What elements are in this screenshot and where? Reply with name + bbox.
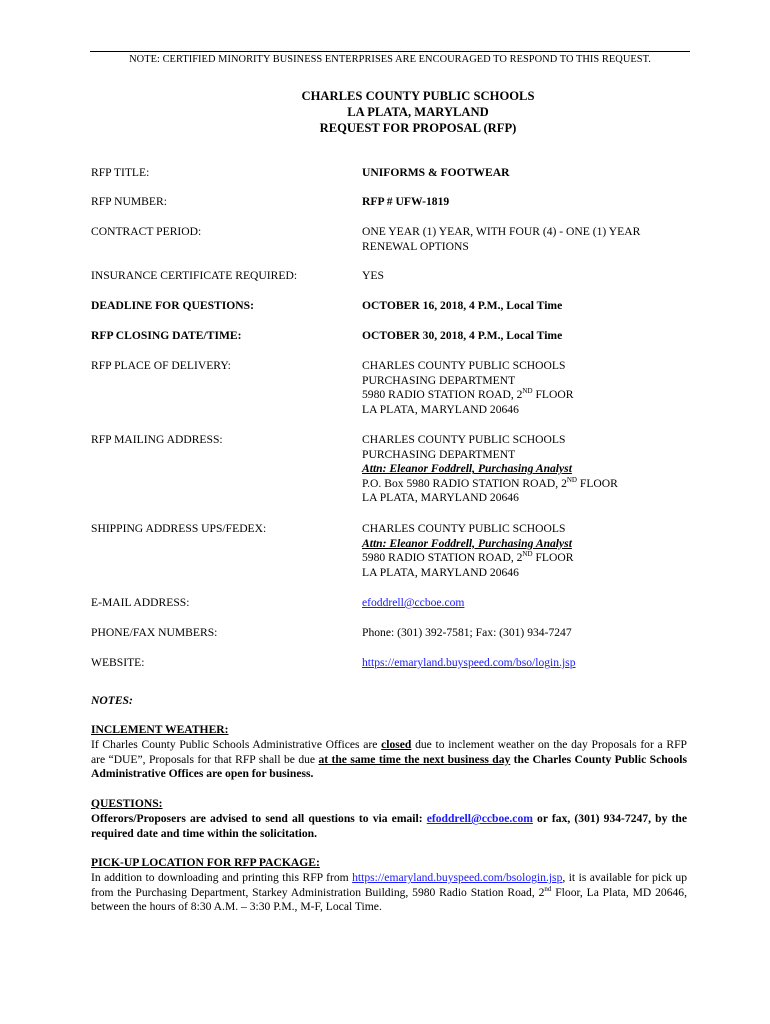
mailing-floor-suffix: ND (566, 475, 577, 484)
phone-label: PHONE/FAX NUMBERS: (91, 626, 218, 639)
weather-heading: INCLEMENT WEATHER: (91, 723, 229, 736)
header-line-1: CHARLES COUNTY PUBLIC SCHOOLS (301, 89, 535, 103)
header-line-2: LA PLATA, MARYLAND (347, 105, 489, 119)
questions-heading: QUESTIONS: (91, 797, 163, 810)
mailing-line-5: LA PLATA, MARYLAND 20646 (362, 491, 519, 505)
email-link[interactable]: efoddrell@ccboe.com (362, 596, 465, 609)
delivery-floor: FLOOR (532, 388, 574, 402)
shipping-address (362, 522, 573, 580)
contract-period-line-2: RENEWAL OPTIONS (362, 239, 469, 253)
shipping-line-1: CHARLES COUNTY PUBLIC SCHOOLS (362, 522, 566, 535)
shipping-label: SHIPPING ADDRESS UPS/FEDEX: (91, 522, 267, 535)
mailing-line-1: CHARLES COUNTY PUBLIC SCHOOLS (362, 433, 566, 446)
shipping-street: 5980 RADIO STATION ROAD, 2 (362, 551, 523, 565)
website-label: WEBSITE: (91, 656, 145, 669)
weather-closed: closed (381, 738, 412, 751)
shipping-line-3 (362, 551, 573, 566)
deadline-label: DEADLINE FOR QUESTIONS: (91, 299, 254, 312)
rfp-number-label: RFP NUMBER: (91, 195, 167, 208)
weather-same-time: at the same time the next business day (318, 752, 511, 766)
mailing-street: P.O. Box 5980 RADIO STATION ROAD, 2 (362, 476, 567, 490)
mailing-attn: Attn: Eleanor Foddrell, Purchasing Analyst (362, 462, 572, 476)
delivery-label: RFP PLACE OF DELIVERY: (91, 359, 231, 372)
delivery-floor-suffix: ND (522, 387, 533, 396)
mailing-line-2: PURCHASING DEPARTMENT (362, 447, 516, 461)
delivery-line-4: LA PLATA, MARYLAND 20646 (362, 402, 519, 416)
rfp-number-value: RFP # UFW-1819 (362, 195, 450, 208)
questions-paragraph (91, 812, 687, 841)
phone-value: Phone: (301) 392-7581; Fax: (301) 934-7247 (362, 626, 572, 639)
pickup-heading: PICK-UP LOCATION FOR RFP PACKAGE: (91, 856, 320, 869)
minority-business-note: NOTE: CERTIFIED MINORITY BUSINESS ENTERPRISES ARE ENCOURAGED TO RESPOND TO THIS REQUEST. (90, 51, 690, 66)
rfp-title-label: RFP TITLE: (91, 166, 150, 179)
pickup-text-1: In addition to downloading and printing this RFP from (91, 871, 353, 884)
mailing-line-4 (362, 477, 618, 492)
delivery-street: 5980 RADIO STATION ROAD, 2 (362, 388, 523, 402)
closing-label: RFP CLOSING DATE/TIME: (91, 329, 242, 342)
shipping-attn: Attn: Eleanor Foddrell, Purchasing Analyst (362, 536, 572, 550)
notes-heading: NOTES: (91, 694, 133, 707)
delivery-line-1: CHARLES COUNTY PUBLIC SCHOOLS (362, 359, 566, 372)
delivery-line-2: PURCHASING DEPARTMENT (362, 373, 516, 387)
contract-period-label: CONTRACT PERIOD: (91, 225, 202, 238)
questions-text-1: Offerors/Proposers are advised to send all questions to via email: (91, 812, 427, 825)
contract-period-line-1: ONE YEAR (1) YEAR, WITH FOUR (4) - ONE (1) YEAR (362, 225, 641, 238)
pickup-text-2: , it is available for pick up from the Purchasing Department, Starkey Administration Building, 5980 Radio Station Road, 2 (91, 871, 687, 899)
weather-text-2: due to inclement weather on the day Proposals for a RFP are “DUE”, Proposals for that RFP shall be due (91, 738, 687, 766)
questions-text-2: or fax, (301) 934-7247, by the required date and time within the solicitation. (91, 812, 687, 840)
insurance-value: YES (362, 269, 384, 282)
questions-email-link[interactable]: efoddrell@ccboe.com (426, 812, 533, 825)
shipping-floor-suffix: ND (522, 550, 533, 559)
insurance-label: INSURANCE CERTIFICATE REQUIRED: (91, 269, 298, 282)
mailing-address (362, 433, 618, 506)
delivery-address (362, 359, 573, 417)
weather-paragraph (91, 738, 687, 782)
shipping-line-4: LA PLATA, MARYLAND 20646 (362, 565, 519, 579)
pickup-paragraph (91, 871, 687, 915)
document-header (0, 88, 770, 136)
mailing-label: RFP MAILING ADDRESS: (91, 433, 223, 446)
contract-period-value (362, 225, 640, 254)
header-line-3: REQUEST FOR PROPOSAL (RFP) (319, 121, 517, 135)
deadline-value: OCTOBER 16, 2018, 4 P.M., Local Time (362, 299, 563, 312)
email-label: E-MAIL ADDRESS: (91, 596, 190, 609)
pickup-link[interactable]: https://emaryland.buyspeed.com/bsologin.jsp (352, 871, 563, 884)
closing-value: OCTOBER 30, 2018, 4 P.M., Local Time (362, 329, 563, 342)
pickup-text-3: Floor, La Plata, MD 20646, between the hours of 8:30 A.M. – 3:30 P.M., M-F, Local Time. (91, 885, 687, 914)
website-link[interactable]: https://emaryland.buyspeed.com/bso/login.jsp (362, 656, 576, 669)
shipping-floor: FLOOR (532, 551, 574, 565)
weather-text-1: If Charles County Public Schools Administrative Offices are (91, 738, 382, 751)
mailing-floor: FLOOR (577, 476, 618, 490)
rfp-title-value: UNIFORMS & FOOTWEAR (362, 166, 510, 179)
delivery-line-3 (362, 388, 573, 403)
weather-text-3: the Charles County Public Schools Administrative Offices are open for business. (91, 752, 687, 781)
pickup-floor-suffix: nd (544, 884, 552, 893)
